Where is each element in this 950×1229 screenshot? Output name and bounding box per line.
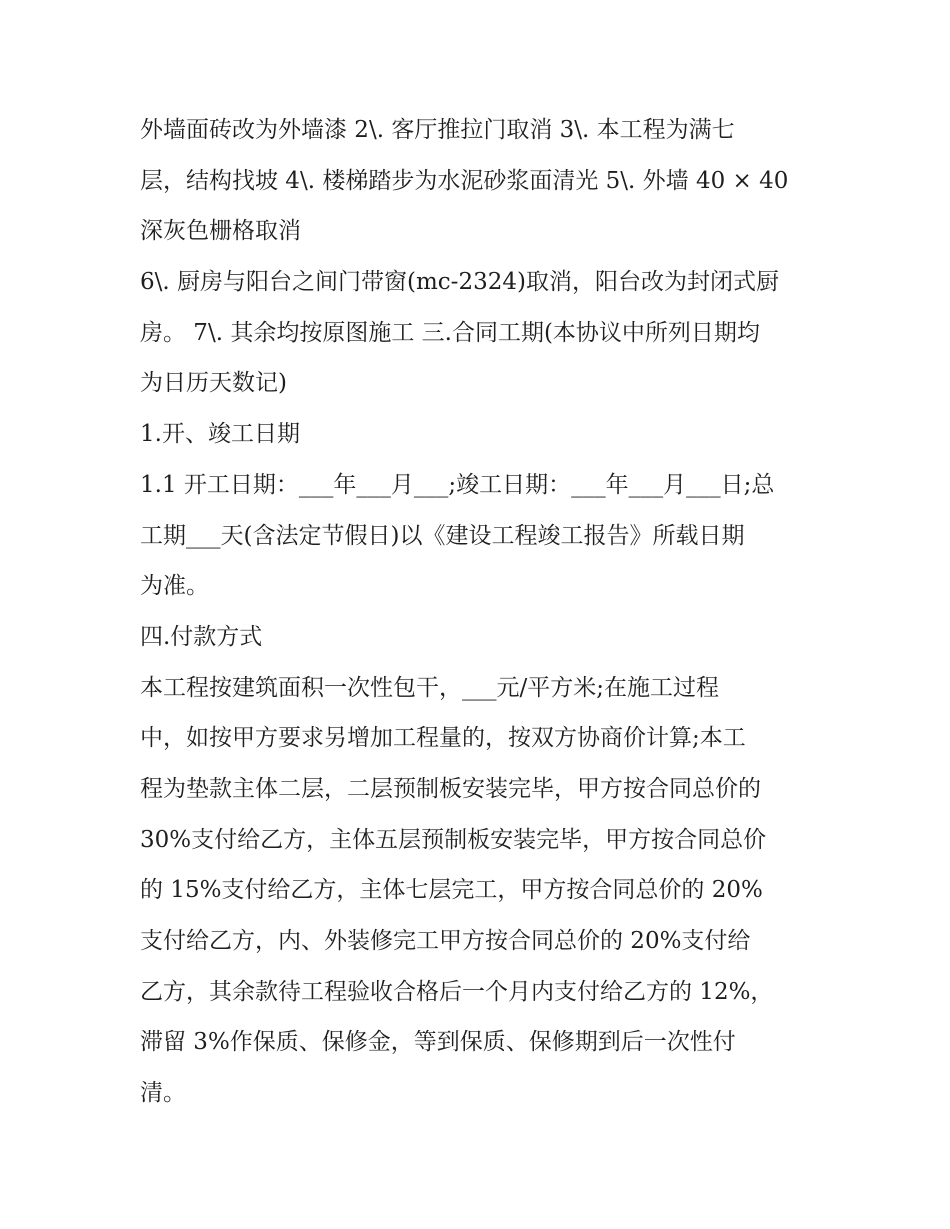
text-line: 程为垫款主体二层，二层预制板安装完毕，甲方按合同总价的 [140,775,761,802]
text-line: 深灰色栅格取消 [140,218,301,245]
text-line: 30%支付给乙方，主体五层预制板安装完毕，甲方按合同总价 [140,826,767,853]
text-line: 为日历天数记) [140,370,287,397]
text-line: 房。 7\. 其余均按原图施工 三.合同工期(本协议中所列日期均 [140,319,760,346]
text-line: 的 15%支付给乙方，主体七层完工，甲方按合同总价的 20% [140,877,763,904]
section-heading: 1.开、竣工日期 [140,421,300,448]
text-line: 支付给乙方，内、外装修完工甲方按合同总价的 20%支付给 [140,928,751,954]
text-line: 本工程按建筑面积一次性包干，___元/平方米;在施工过程 [140,674,719,701]
text-line: 滞留 3%作保质、保修金，等到保质、保修期到后一次性付 [140,1029,736,1056]
text-line: 乙方，其余款待工程验收合格后一个月内支付给乙方的 12%， [140,978,774,1005]
text-line: 为准。 [140,573,209,600]
section-heading: 四.付款方式 [140,623,263,650]
text-line: 外墙面砖改为外墙漆 2\. 客厅推拉门取消 3\. 本工程为满七 [140,117,735,143]
text-line: 清。 [140,1080,186,1107]
text-line: 1.1 开工日期：___年___月___;竣工日期：___年___月___日;总 [140,471,775,498]
text-line: 6\. 厨房与阳台之间门带窗(mc-2324)取消，阳台改为封闭式厨 [140,269,779,296]
document-body [140,105,830,1119]
text-line: 工期___天(含法定节假日)以《建设工程竣工报告》所载日期 [140,522,745,549]
text-line: 层，结构找坡 4\. 楼梯踏步为水泥砂浆面清光 5\. 外墙 40 × 40 [140,167,789,194]
text-line: 中，如按甲方要求另增加工程量的，按双方协商价计算;本工 [140,725,746,752]
